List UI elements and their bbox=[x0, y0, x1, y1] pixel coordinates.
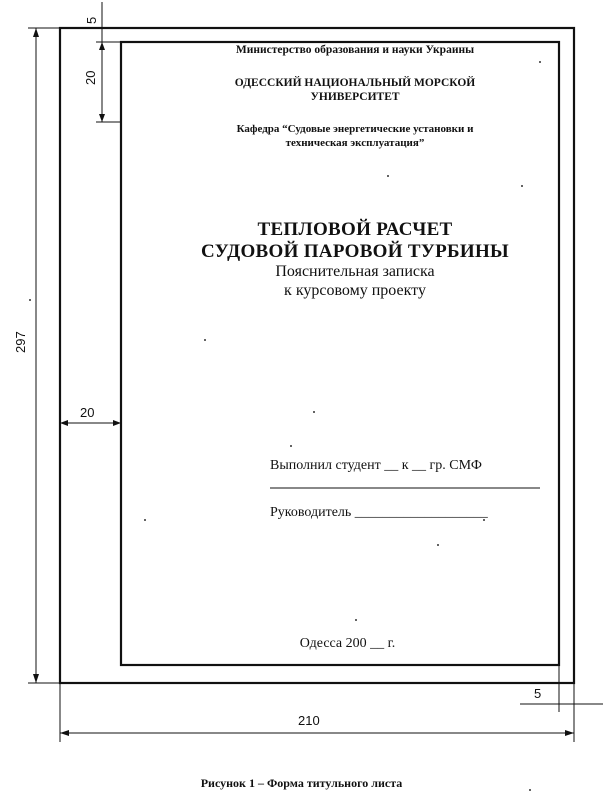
work-title-line-2: СУДОВОЙ ПАРОВОЙ ТУРБИНЫ bbox=[201, 241, 509, 262]
work-subtitle-line-2: к курсовому проекту bbox=[284, 282, 426, 299]
dim-height-label: 297 bbox=[13, 331, 28, 353]
dim-top-20-label: 20 bbox=[83, 70, 98, 85]
department-line-2: техническая эксплуатация” bbox=[285, 137, 425, 149]
ministry-line: Министерство образования и науки Украины bbox=[235, 44, 475, 56]
dim-top-5-label: 5 bbox=[84, 16, 99, 24]
figure-caption: Рисунок 1 – Форма титульного листа bbox=[200, 776, 403, 790]
scan-specks bbox=[29, 61, 541, 791]
dim-right-5-label: 5 bbox=[534, 686, 542, 701]
department-name bbox=[180, 122, 530, 150]
supervisor-line: Руководитель ___________________ bbox=[270, 505, 488, 520]
dim-width-label: 210 bbox=[298, 713, 320, 728]
department-line-1: Кафедра “Судовые энергетические установки и bbox=[236, 123, 474, 135]
work-title bbox=[150, 219, 560, 263]
work-subtitle bbox=[150, 262, 560, 300]
university-line-1: ОДЕССКИЙ НАЦИОНАЛЬНЫЙ МОРСКОЙ bbox=[234, 77, 476, 89]
work-subtitle-line-1: Пояснительная записка bbox=[275, 263, 435, 280]
student-line: Выполнил студент __ к __ гр. СМФ bbox=[270, 458, 482, 473]
work-title-line-1: ТЕПЛОВОЙ РАСЧЕТ bbox=[257, 219, 453, 240]
dim-left-20-label: 20 bbox=[80, 405, 95, 420]
university-line-2: УНИВЕРСИТЕТ bbox=[310, 91, 400, 103]
city-year-line: Одесса 200 __ г. bbox=[299, 636, 396, 651]
university-name bbox=[180, 76, 530, 104]
